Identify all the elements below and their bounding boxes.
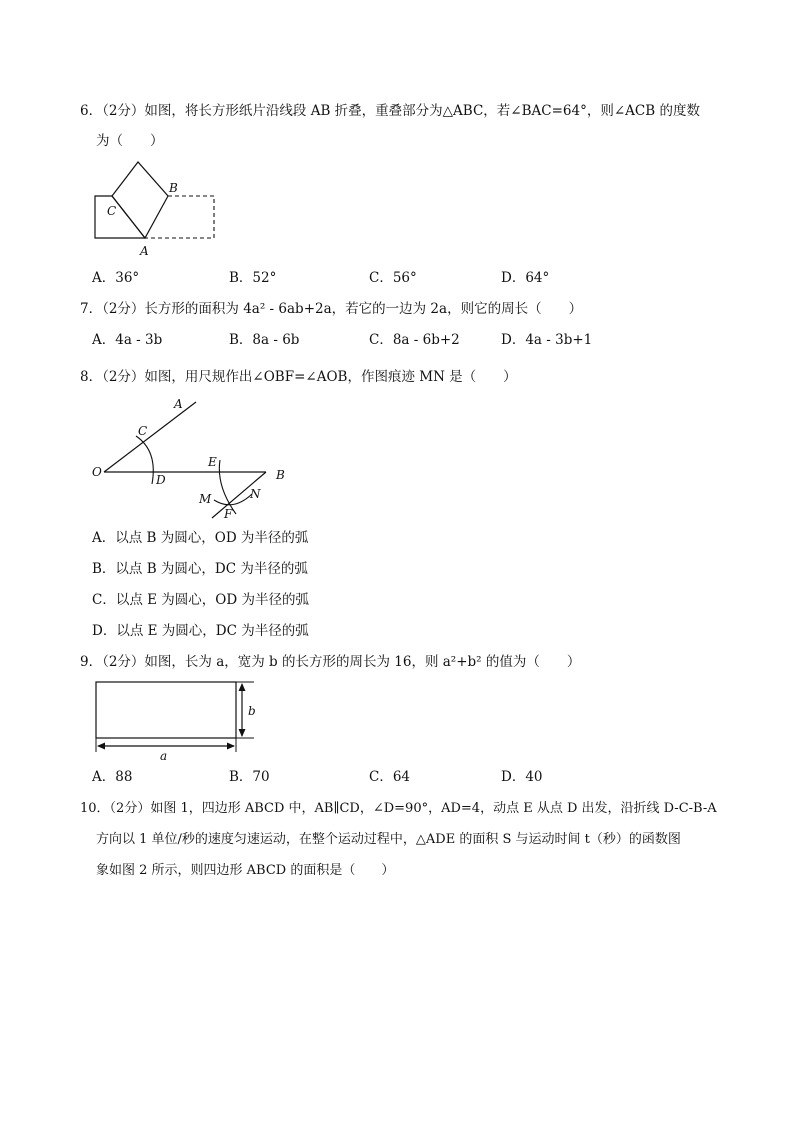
q9-label-a: a (160, 749, 168, 763)
q8-label-m: M (199, 492, 212, 506)
q9-label-b: b (248, 704, 256, 718)
q8-label-a: A (174, 397, 183, 411)
q8-option-d[interactable]: D．以点 E 为圆心，DC 为半径的弧 (92, 623, 309, 639)
q6-option-c[interactable]: C．56° (369, 270, 417, 286)
q6-option-d[interactable]: D．64° (501, 270, 550, 286)
q6-label-a: A (140, 244, 149, 258)
q7-text: 7．（2分）长方形的面积为 4a² - 6ab+2a，若它的一边为 2a，则它的周长（ ） (80, 301, 583, 317)
q8-text: 8．（2分）如图，用尺规作出∠OBF=∠AOB，作图痕迹 MN 是（ ） (80, 369, 517, 385)
q8-label-f: F (224, 507, 233, 521)
q9-figure (90, 678, 260, 764)
q8-figure (88, 396, 298, 524)
q8-label-o: O (92, 465, 102, 479)
q6-option-b[interactable]: B．52° (229, 270, 277, 286)
q8-label-b: B (276, 468, 285, 482)
q9-text: 9．（2分）如图，长为 a，宽为 b 的长方形的周长为 16，则 a²+b² 的值为（ ） (80, 654, 581, 670)
q7-option-a[interactable]: A．4a - 3b (92, 332, 163, 348)
q6-label-c: C (107, 204, 117, 218)
q6-fold-line (112, 196, 145, 238)
q8-arc-cd (136, 436, 153, 484)
q7-option-c[interactable]: C．8a - 6b+2 (369, 332, 460, 348)
q6-rect-solid (95, 196, 145, 238)
q10-text-line2: 方向以 1 单位/秒的速度匀速运动，在整个运动过程中，△ADE 的面积 S 与运动时间 t（秒）的函数图 (96, 832, 681, 847)
q6-option-a[interactable]: A．36° (92, 270, 140, 286)
q9-option-d[interactable]: D．40 (501, 769, 543, 785)
q9-option-a[interactable]: A．88 (92, 769, 133, 785)
q6-figure (90, 158, 225, 263)
q6-folded-flap (112, 162, 168, 238)
q9-option-b[interactable]: B．70 (229, 769, 270, 785)
q6-label-b: B (169, 181, 178, 195)
q8-option-b[interactable]: B．以点 B 为圆心，DC 为半径的弧 (92, 561, 308, 577)
q10-text-line1: 10．（2分）如图 1，四边形 ABCD 中，AB∥CD，∠D=90°，AD=4，动点 E 从点 D 出发，沿折线 D-C-B-A (80, 801, 717, 816)
q10-text-line3: 象如图 2 所示，则四边形 ABCD 的面积是（ ） (96, 863, 395, 878)
q6-text-line2: 为（ ） (96, 133, 164, 149)
q8-arc-e (219, 460, 236, 514)
q9-rectangle (96, 682, 236, 738)
q8-label-e: E (208, 455, 217, 469)
q6-rect-dashed (145, 196, 214, 238)
q8-label-n: N (250, 487, 261, 501)
q6-text-line1: 6．（2分）如图，将长方形纸片沿线段 AB 折叠，重叠部分为△ABC，若∠BAC=64°，则∠ACB 的度数 (80, 103, 700, 119)
q8-option-a[interactable]: A．以点 B 为圆心，OD 为半径的弧 (92, 530, 309, 546)
q7-option-d[interactable]: D．4a - 3b+1 (501, 332, 593, 348)
q9-option-c[interactable]: C．64 (369, 769, 411, 785)
q8-label-d: D (156, 473, 166, 487)
q8-option-c[interactable]: C．以点 E 为圆心，OD 为半径的弧 (92, 592, 309, 608)
q8-label-c: C (138, 424, 148, 438)
q7-option-b[interactable]: B．8a - 6b (229, 332, 300, 348)
q8-ray-oa (104, 402, 196, 472)
